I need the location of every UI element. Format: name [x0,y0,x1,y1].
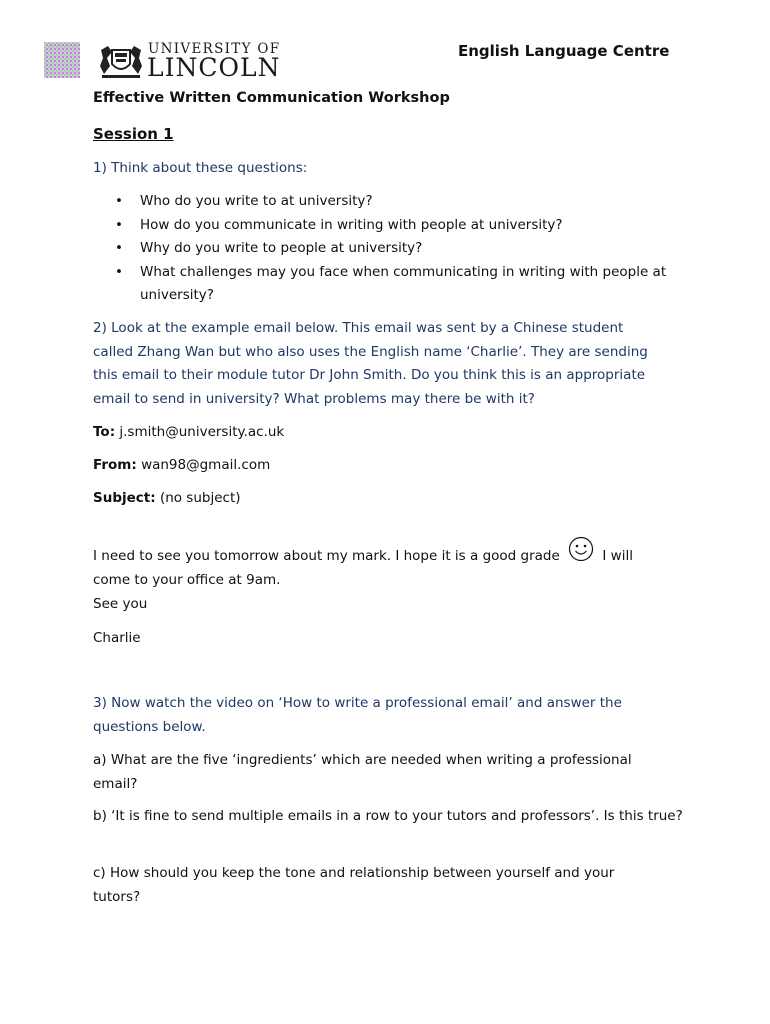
bullet-icon: • [115,263,123,280]
email-from-line [93,454,683,478]
email-signature: Charlie [93,630,141,646]
centre-name: English Language Centre [458,42,670,60]
question-1-heading: 1) Think about these questions: [93,160,308,176]
email-to-label: To: [93,424,116,440]
question-c: c) How should you keep the tone and relationship between yourself and your tutors? [93,865,615,905]
bullet-icon: • [115,193,123,209]
question-1-list [93,190,693,308]
list-item: • Why do you write to people at university? [93,237,693,261]
email-to-value: j.smith@university.ac.uk [119,424,285,440]
university-name: LINCOLN [147,53,281,82]
list-item: • What challenges may you face when communicating in writing with people at university? [93,261,685,308]
bullet-icon: • [115,240,123,256]
email-body-part2: I will come to your office at 9am. [93,548,633,588]
email-body-part1: I need to see you tomorrow about my mark. I hope it is a good grade [93,548,560,564]
page-title: Effective Written Communication Workshop [93,90,450,106]
email-subject-value: (no subject) [159,490,241,506]
smiley-face-icon [568,536,594,562]
question-3-text: 3) Now watch the video on ‘How to write a professional email’ and answer the questions below. [93,695,622,735]
question-a: a) What are the five ‘ingredients’ which are needed when writing a professional email? [93,752,632,792]
mosaic-logo [44,42,80,78]
university-crest-icon [98,44,144,80]
university-of-text: UNIVERSITY OF [148,41,281,57]
email-to-line [93,421,683,445]
list-item: • Who do you write to at university? [93,190,693,214]
bullet-icon: • [115,216,123,233]
list-item: • How do you communicate in writing with people at university? [93,214,693,238]
session-heading: Session 1 [93,125,174,143]
email-from-label: From: [93,457,137,473]
email-signoff: See you [93,596,148,612]
question-b: b) ‘It is fine to send multiple emails in a row to your tutors and professors’. Is this true? [93,808,683,824]
email-subject-label: Subject: [93,490,156,506]
question-2-text: 2) Look at the example email below. This email was sent by a Chinese student called Zhang Wan but who also uses the English name ‘Charlie’. They are sending this email to their module tutor Dr John Smith. Do you think this is an appropriate email to send in university? What problems may there be with it? [93,320,648,407]
email-body [93,536,668,592]
email-subject-line [93,487,683,511]
email-from-value: wan98@gmail.com [141,457,271,473]
